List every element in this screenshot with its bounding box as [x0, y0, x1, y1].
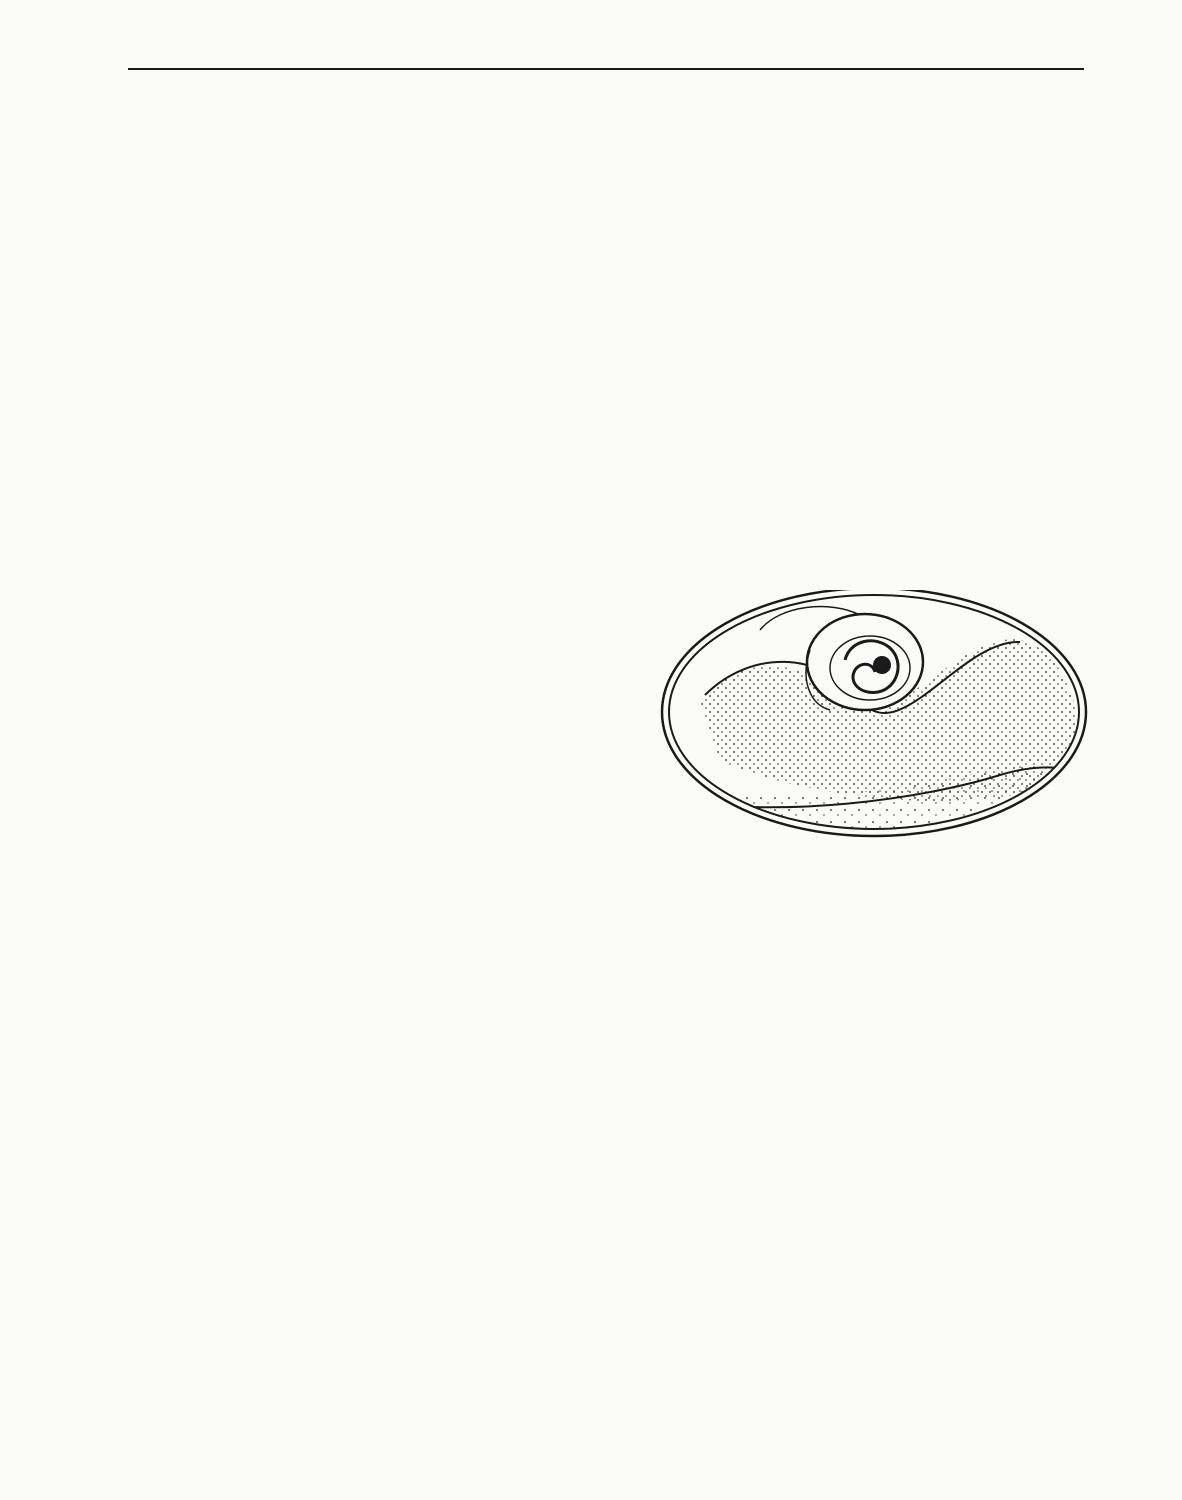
caption-line: [660, 871, 1085, 900]
figure-caption: [660, 842, 1085, 958]
egg-embryo-illustration: [660, 590, 1090, 840]
running-header: [128, 28, 1088, 68]
caption-line: [660, 929, 1085, 958]
header-rule: [128, 68, 1084, 70]
caption-line: [660, 900, 1085, 929]
amnion: [807, 614, 923, 710]
